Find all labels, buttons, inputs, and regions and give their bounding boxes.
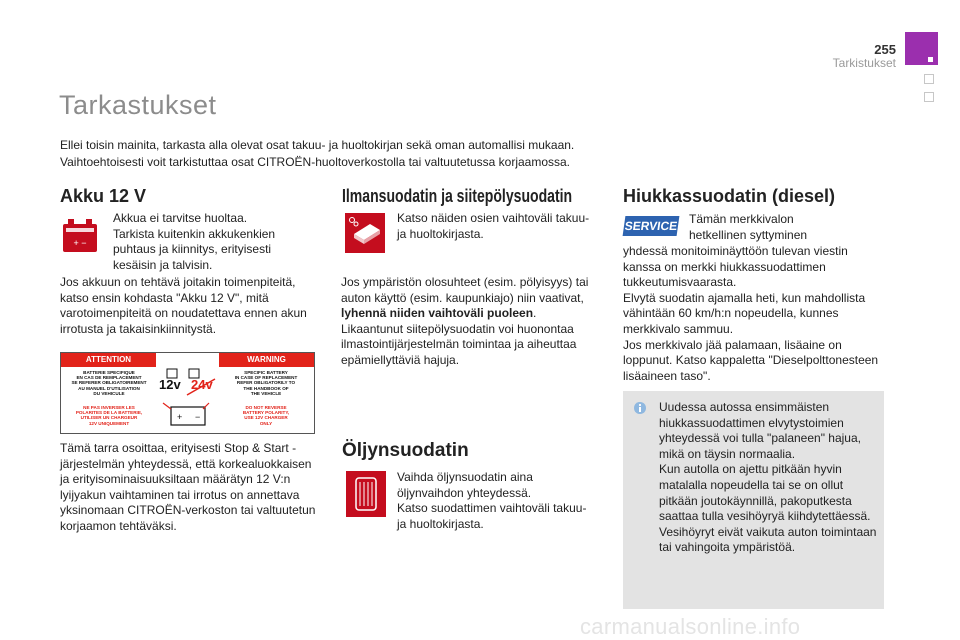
intro-text: Ellei toisin mainita, tarkasta alla olevat osat takuu- ja huoltokirjan sekä oman automallisi mukaan. Vaihtoehtoisesti voit tarkistuttaa osat CITROËN-huoltoverkostolla tai valtuutetussa korjaamossa. bbox=[60, 138, 575, 169]
air-filter-main-text bbox=[341, 275, 601, 369]
page-number: 255 bbox=[874, 42, 896, 57]
battery-icon bbox=[61, 216, 99, 256]
oil-filter-heading: Öljynsuodatin bbox=[342, 440, 469, 461]
air-filter-heading: Ilmansuodatin ja siitepölysuodatin bbox=[342, 186, 573, 206]
service-badge: SERVICE bbox=[623, 216, 680, 236]
oil-filter-icon bbox=[345, 470, 387, 518]
tab-square-icon bbox=[924, 92, 934, 102]
section-tab bbox=[905, 32, 938, 65]
fr-specific-text: BATTERIE SPECIFIQUE EN CAS DE REMPLACEMENT SE REFERER OBLIGATOIREMENT AU MANUEL D'UTILISATION DU VEHICULE bbox=[71, 370, 147, 396]
battery-main-text: Jos akkuun on tehtävä joitakin toimenpiteitä, katso ensin kohdasta "Akku 12 V", mitä varotoimenpiteitä on noudatettava ennen akun irrotusta ja takaisinkiinnitystä. bbox=[60, 275, 307, 336]
oil-filter-text: Vaihda öljynsuodatin aina öljynvaihdon yhteydessä. Katso suodattimen vaihtoväli takuu- ja huoltokirjasta. bbox=[397, 470, 587, 531]
particle-filter-main-text: yhdessä monitoiminäyttöön tulevan viestin kanssa on merkki hiukkassuodattimen tukkeutumisvaarasta. Elvytä suodatin ajamalla heti, kun mahdollista vähintään 60 km/h:n nopeudella, kunnes merkkivalo sammuu. Jos merkkivalo jää palamaan, lisäaine on loppunut. Katso kappaletta "Dieselpolttonesteen lisäaineen taso". bbox=[623, 244, 879, 383]
info-text: Uudessa autossa ensimmäisten hiukkassuodattimen elvytystoimien yhteydessä voi tulla "palaneen" hajua, mikä on täysin normaalia. Kun autolla on ajettu pitkään hyvin matalalla nopeudella tai se on ollut pitkään joutokäynnillä, pakoputkesta saattaa tulla vesihöyryä kiihdytettäessä. Vesihöyryt eivät vaikuta auton toimintaan tai vahingoita ympäristöä. bbox=[659, 400, 877, 555]
air-filter-icon bbox=[344, 212, 386, 254]
battery-heading: Akku 12 V bbox=[60, 186, 147, 206]
label-12v: 12v bbox=[159, 377, 181, 392]
fr-polarity-text: NE PAS INVERSER LES POLARITES DE LA BATTERIE, UTILISER UN CHARGEUR 12V UNIQUEMENT bbox=[75, 405, 143, 426]
tab-marker-icon bbox=[928, 57, 933, 62]
en-specific-text: SPECIFIC BATTERY IN CASE OF REPLACEMENT REFER OBLIGATORILY TO THE HANDBOOK OF THE VEHICLE bbox=[234, 370, 298, 396]
battery-charger-icon bbox=[159, 367, 219, 433]
section-label: Tarkistukset bbox=[832, 56, 896, 70]
label-24v: 24v bbox=[191, 377, 213, 392]
info-icon bbox=[633, 401, 647, 415]
air-filter-text-part: . Likaantunut siitepölysuodatin voi huonontaa ilmastointijärjestelmän toimintaa ja aiheuttaa epämiellyttäviä hajuja. bbox=[341, 306, 577, 367]
battery-icon-text: Akkua ei tarvitse huoltaa. Tarkista kuitenkin akkukenkien puhtaus ja kiinnitys, erityisesti kesäisin ja talvisin. bbox=[113, 211, 276, 272]
battery-warning-label bbox=[60, 352, 315, 434]
air-filter-text-part: Jos ympäristön olosuhteet (esim. pölyisyys) tai auton käyttö (esim. kaupunkiajo) niin vaativat, bbox=[341, 275, 589, 305]
warning-banner: WARNING bbox=[219, 353, 314, 367]
svg-text:+ −: + − bbox=[73, 238, 87, 248]
tab-square-icon bbox=[924, 74, 934, 84]
particle-filter-heading: Hiukkassuodatin (diesel) bbox=[623, 186, 836, 206]
page-title: Tarkastukset bbox=[59, 90, 217, 120]
watermark: carmanualsonline.info bbox=[580, 614, 801, 639]
battery-label-text: Tämä tarra osoittaa, erityisesti Stop & Start -järjestelmän yhteydessä, että korkealuokkaisen ja erityisominaisuuksiltaan määrätyn 12 V:n lyijyakun vaihtaminen tai irrotus on annettava yksinomaan CITROËN-verkoston tai valtuutetun korjaamon tehtäväksi. bbox=[60, 441, 316, 533]
particle-filter-icon-text: Tämän merkkivalon hetkellinen syttyminen bbox=[689, 212, 808, 242]
air-filter-bold-text: lyhennä niiden vaihtoväli puoleen bbox=[341, 306, 534, 321]
svg-text:+: + bbox=[177, 412, 183, 422]
svg-text:−: − bbox=[195, 412, 201, 422]
attention-banner: ATTENTION bbox=[61, 353, 156, 367]
air-filter-icon-text: Katso näiden osien vaihtoväli takuu- ja huoltokirjasta. bbox=[397, 211, 590, 241]
en-polarity-text: DO NOT REVERSE BATTERY POLARITY, USE 12V CHARGER ONLY bbox=[242, 405, 290, 426]
